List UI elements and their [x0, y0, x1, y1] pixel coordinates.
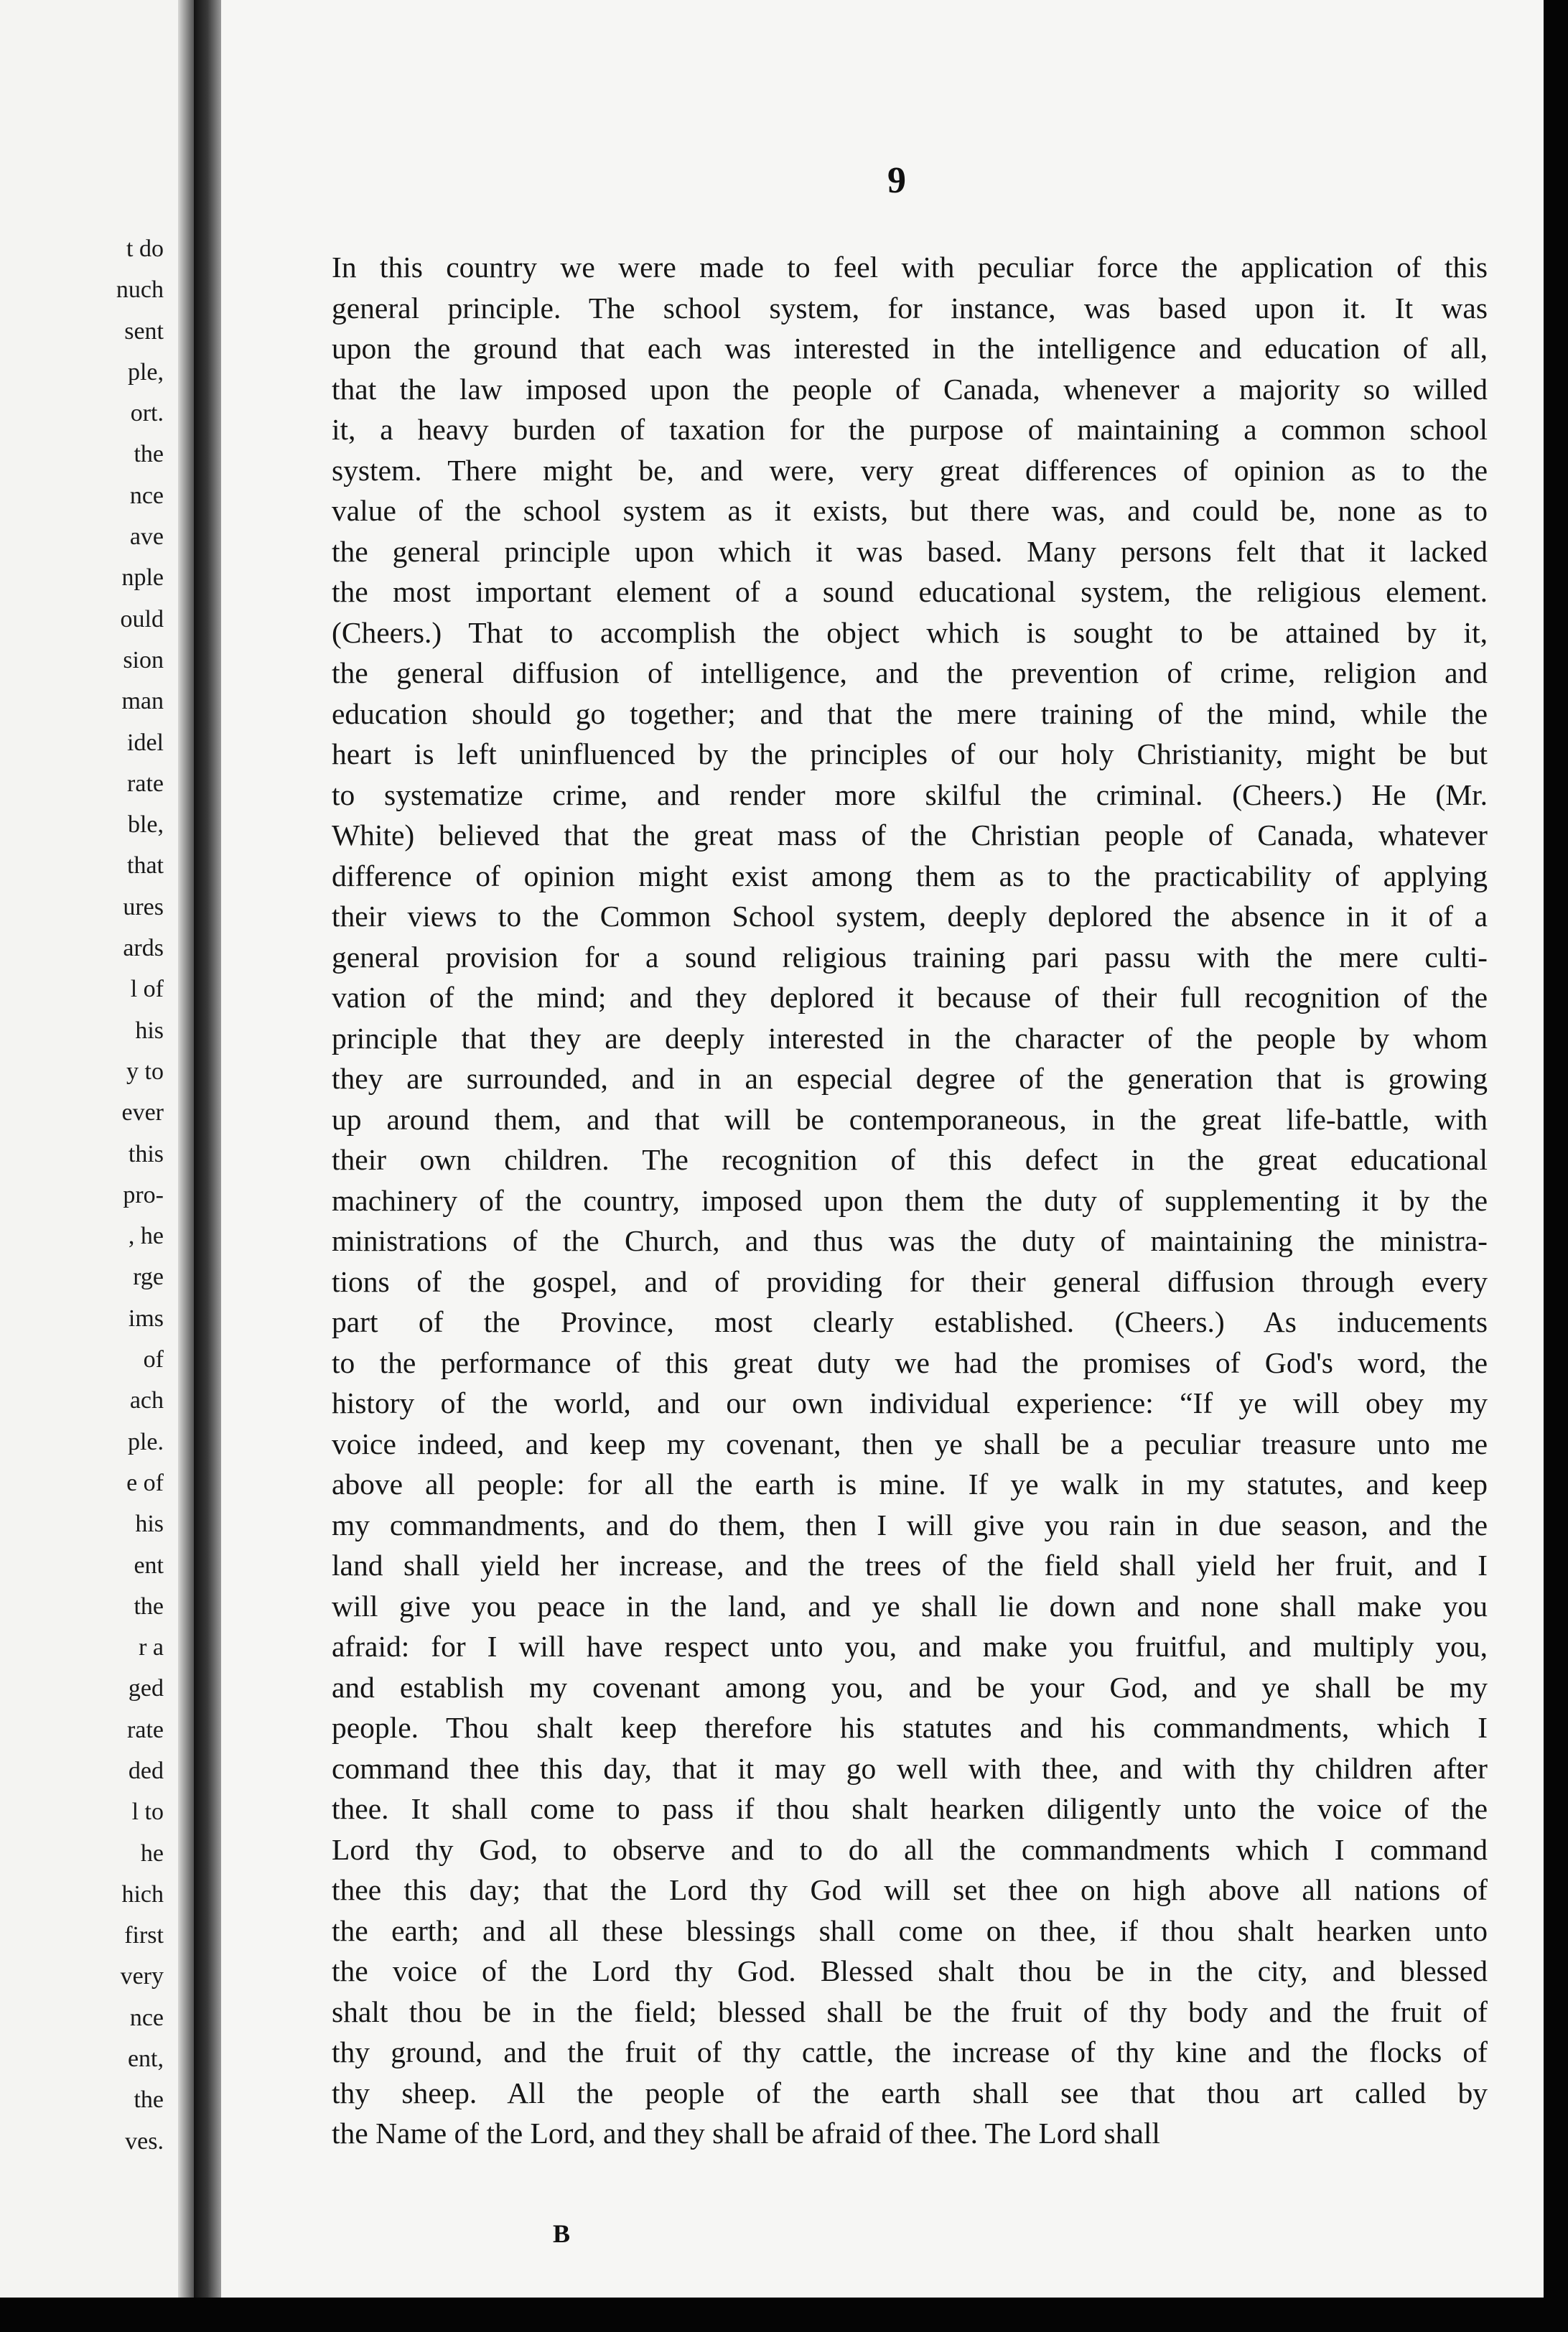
- body-text: [332, 247, 1488, 2154]
- left-page-line: t do: [126, 235, 164, 262]
- left-page-line: nce: [129, 482, 164, 509]
- left-page-line: rate: [127, 770, 164, 797]
- body-line: upon the ground that each was interested in the intelligence and education of all,: [332, 332, 1488, 365]
- body-line: land shall yield her increase, and the trees of the field shall yield her fruit, and I: [332, 1549, 1488, 1582]
- left-page-line: ble,: [127, 811, 164, 839]
- body-line: general principle. The school system, for instance, was based upon it. It was: [332, 291, 1488, 325]
- left-page-line: ged: [128, 1675, 164, 1702]
- left-page-line: this: [128, 1140, 164, 1167]
- body-line: above all people: for all the earth is mine. If ye walk in my statutes, and keep: [332, 1468, 1488, 1501]
- body-line: the voice of the Lord thy God. Blessed shalt thou be in the city, and blessed: [332, 1954, 1488, 1987]
- left-page-line: l of: [130, 976, 164, 1003]
- left-page-line: his: [135, 1017, 164, 1044]
- left-page-line: ves.: [125, 2127, 164, 2155]
- body-line: system. There might be, and were, very great differences of opinion as to the: [332, 453, 1488, 487]
- left-page-line: ort.: [130, 400, 164, 427]
- scan-bottom-edge: [0, 2298, 1568, 2332]
- left-page-line: very: [120, 1963, 164, 1990]
- left-page-line: ded: [128, 1757, 164, 1784]
- body-line: principle that they are deeply interested in the character of the people by whom: [332, 1021, 1488, 1055]
- left-page-line: ent: [134, 1552, 164, 1579]
- left-page-line: rge: [133, 1264, 164, 1291]
- body-line: afraid: for I will have respect unto you, and make you fruitful, and multiply you,: [332, 1630, 1488, 1663]
- left-page-line: ever: [121, 1099, 164, 1127]
- body-line: the most important element of a sound educational system, the religious element.: [332, 575, 1488, 608]
- body-line: education should go together; and that the mere training of the mind, while the: [332, 696, 1488, 730]
- left-page-line: nce: [129, 2004, 164, 2031]
- book-spine: [194, 0, 221, 2332]
- left-page: [0, 0, 194, 2332]
- body-line: White) believed that the great mass of the Christian people of Canada, whatever: [332, 818, 1488, 852]
- left-page-line: his: [135, 1511, 164, 1538]
- body-line: will give you peace in the land, and ye shall lie down and none shall make you: [332, 1589, 1488, 1623]
- body-line: they are surrounded, and in an especial degree of the generation that is growing: [332, 1062, 1488, 1095]
- body-line: history of the world, and our own individual experience: “If ye will obey my: [332, 1386, 1488, 1419]
- body-line: general provision for a sound religious training pari passu with the mere culti-: [332, 940, 1488, 974]
- body-line: difference of opinion might exist among them as to the practicability of applying: [332, 859, 1488, 892]
- body-line: their views to the Common School system, deeply deplored the absence in it of a: [332, 900, 1488, 933]
- left-page-line: first: [124, 1922, 164, 1949]
- body-line: people. Thou shalt keep therefore his statutes and his commandments, which I: [332, 1711, 1488, 1744]
- left-page-line: sion: [123, 646, 164, 673]
- left-page-line: the: [134, 2086, 164, 2114]
- left-page-line: rate: [127, 1716, 164, 1743]
- left-page-fragments: [78, 228, 164, 2162]
- left-page-line: ent,: [127, 2046, 164, 2073]
- body-line: part of the Province, most clearly established. (Cheers.) As inducements: [332, 1305, 1488, 1338]
- body-line: In this country we were made to feel with peculiar force the application of this: [332, 251, 1488, 284]
- body-line: the general diffusion of intelligence, and the prevention of crime, religion and: [332, 656, 1488, 689]
- left-page-gutter: [178, 0, 194, 2332]
- body-line: thee this day; that the Lord thy God will set thee on high above all nations of: [332, 1873, 1488, 1906]
- left-page-line: pro-: [123, 1181, 164, 1208]
- scan-right-edge: [1544, 0, 1568, 2332]
- left-page-line: the: [134, 441, 164, 468]
- body-line: (Cheers.) That to accomplish the object which is sought to be attained by it,: [332, 615, 1488, 649]
- left-page-line: , he: [128, 1223, 164, 1250]
- left-page-line: y to: [126, 1058, 164, 1085]
- body-line: it, a heavy burden of taxation for the purpose of maintaining a common school: [332, 413, 1488, 446]
- body-line: shalt thou be in the field; blessed shall be the fruit of thy body and the fruit of: [332, 1995, 1488, 2028]
- left-page-line: that: [127, 852, 164, 880]
- page-number: 9: [887, 160, 906, 201]
- body-line: command thee this day, that it may go well with thee, and with thy children after: [332, 1751, 1488, 1785]
- body-line: the general principle upon which it was based. Many persons felt that it lacked: [332, 534, 1488, 568]
- left-page-line: ple,: [127, 358, 164, 386]
- left-page-line: the: [134, 1592, 164, 1620]
- left-page-line: ach: [129, 1387, 164, 1414]
- body-line: machinery of the country, imposed upon them the duty of supplementing it by the: [332, 1183, 1488, 1217]
- left-page-line: ures: [123, 893, 164, 920]
- body-line: thee. It shall come to pass if thou shalt hearken diligently unto the voice of the: [332, 1792, 1488, 1825]
- body-line: and establish my covenant among you, and be your God, and ye shall be my: [332, 1670, 1488, 1704]
- body-line: voice indeed, and keep my covenant, then ye shall be a peculiar treasure unto me: [332, 1427, 1488, 1460]
- body-line: their own children. The recognition of this defect in the great educational: [332, 1143, 1488, 1176]
- left-page-line: of: [143, 1346, 164, 1373]
- body-line: vation of the mind; and they deplored it because of their full recognition of the: [332, 981, 1488, 1014]
- left-page-line: man: [121, 688, 164, 715]
- left-page-line: ims: [128, 1305, 164, 1332]
- left-page-line: r a: [139, 1634, 164, 1661]
- left-page-line: ould: [120, 605, 164, 633]
- body-line: thy ground, and the fruit of thy cattle, the increase of thy kine and the flocks of: [332, 2035, 1488, 2069]
- left-page-line: ple.: [127, 1428, 164, 1455]
- body-line: value of the school system as it exists, but there was, and could be, none as to: [332, 494, 1488, 527]
- left-page-line: nuch: [116, 276, 164, 304]
- left-page-line: sent: [124, 317, 164, 345]
- body-line: heart is left uninfluenced by the principles of our holy Christianity, might be but: [332, 737, 1488, 770]
- left-page-line: l to: [131, 1799, 164, 1826]
- body-line: the Name of the Lord, and they shall be afraid of thee. The Lord shall: [332, 2117, 1160, 2150]
- left-page-line: ards: [123, 935, 164, 962]
- left-page-line: idel: [127, 729, 164, 756]
- body-line: the earth; and all these blessings shall come on thee, if thou shalt hearken unto: [332, 1913, 1488, 1947]
- body-line: up around them, and that will be contemporaneous, in the great life-battle, with: [332, 1102, 1488, 1136]
- left-page-line: hich: [121, 1880, 164, 1908]
- body-line: tions of the gospel, and of providing for their general diffusion through every: [332, 1264, 1488, 1298]
- body-line: that the law imposed upon the people of Canada, whenever a majority so willed: [332, 372, 1488, 406]
- body-line: ministrations of the Church, and thus was the duty of maintaining the ministra-: [332, 1224, 1488, 1257]
- body-line: to systematize crime, and render more skilful the criminal. (Cheers.) He (Mr.: [332, 778, 1488, 811]
- signature-mark: B: [553, 2219, 571, 2248]
- left-page-line: nple: [121, 564, 164, 592]
- left-page-line: ave: [129, 523, 164, 551]
- body-line: thy sheep. All the people of the earth shall see that thou art called by: [332, 2076, 1488, 2109]
- left-page-line: he: [140, 1839, 164, 1867]
- left-page-line: e of: [126, 1469, 164, 1496]
- body-line: my commandments, and do them, then I will give you rain in due season, and the: [332, 1508, 1488, 1542]
- body-line: to the performance of this great duty we had the promises of God's word, the: [332, 1345, 1488, 1379]
- body-line: Lord thy God, to observe and to do all the commandments which I command: [332, 1832, 1488, 1866]
